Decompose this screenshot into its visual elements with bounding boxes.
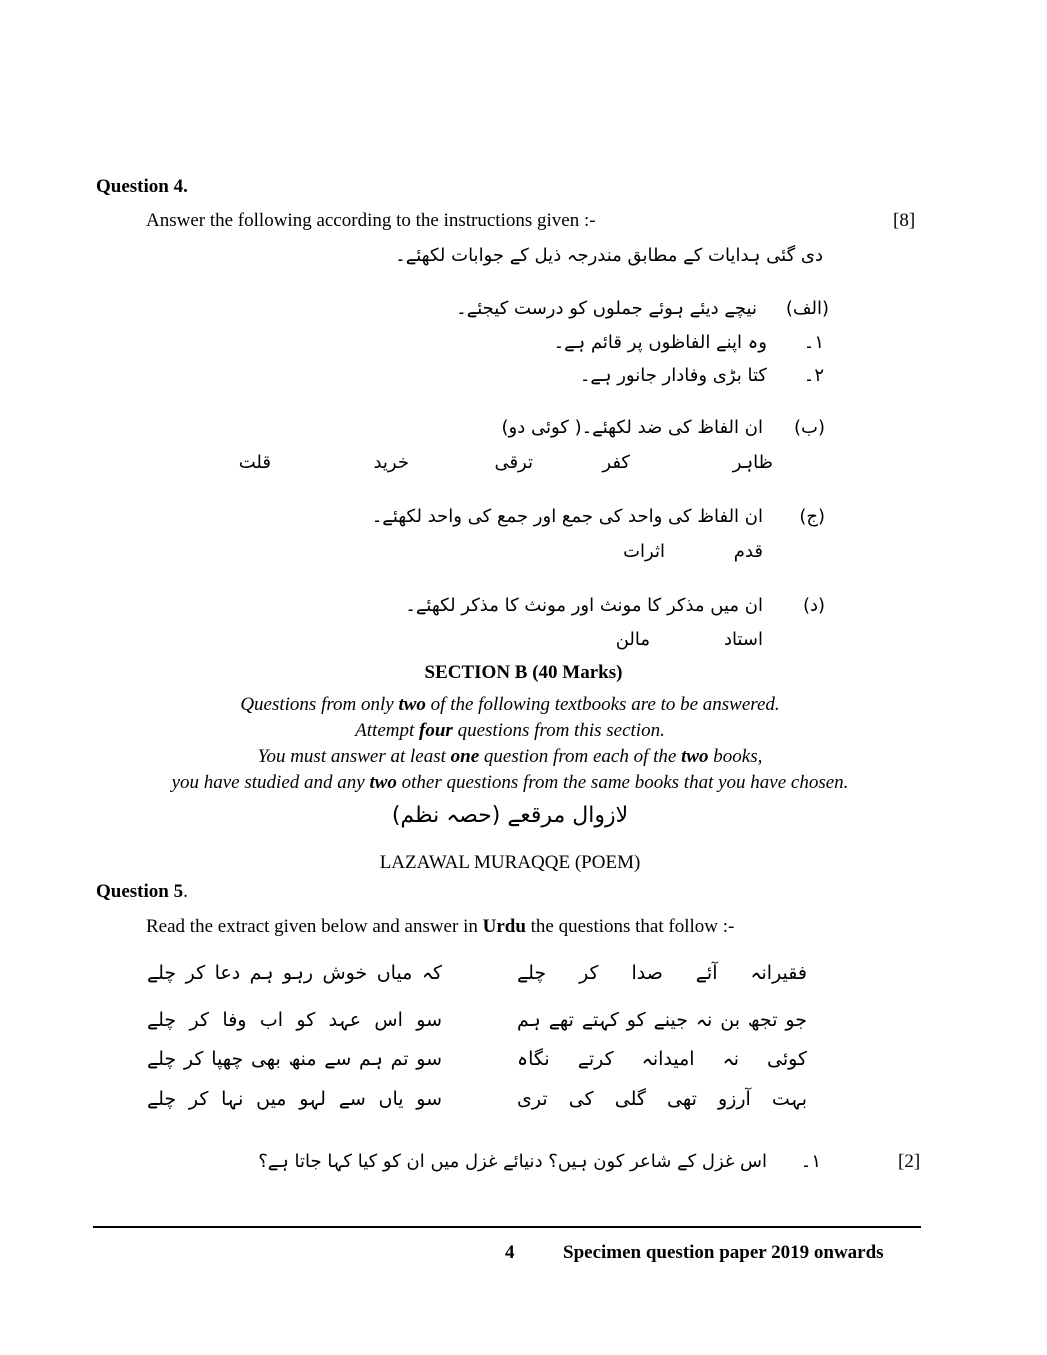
question-5-title: Question 5. — [96, 881, 188, 902]
part-a-label: (الف) — [785, 298, 829, 319]
part-b-word-5: قلت — [238, 452, 271, 473]
section-b-instruction-1: Questions from only two of the following textbooks are to be answered. — [240, 694, 780, 715]
question-4-marks: [8] — [893, 210, 916, 231]
part-c-word-1: قدم — [733, 541, 763, 562]
question-4-title: Question 4. — [96, 176, 188, 197]
part-b-word-2: کفر — [602, 452, 630, 473]
verse-2-second: سو اس عہد کو اب وفا کر چلے — [147, 1009, 442, 1031]
verse-4-second: سو یاں سے لہو میں نہا کر چلے — [147, 1088, 442, 1110]
question-5-instruction: Read the extract given below and answer in Urdu the questions that follow :- — [146, 916, 735, 937]
part-c-text: ان الفاظ کی واحد کی جمع اور جمع کی واحد لکھئے۔ — [371, 506, 763, 527]
part-a-item-2-number: ۲۔ — [803, 365, 824, 386]
part-a-item-2-text: کتا بڑی وفادار جانور ہے۔ — [579, 365, 767, 386]
part-b-word-4: خرید — [373, 452, 409, 473]
part-c-label: (ج) — [799, 506, 825, 527]
part-a-item-1-text: وہ اپنے الفاظوں پر قائم ہے۔ — [553, 332, 767, 353]
part-d-label: (د) — [802, 595, 825, 616]
part-b-text: ان الفاظ کی ضد لکھئے۔( کوئی دو) — [501, 417, 763, 438]
question-5-sub-1-marks: [2] — [898, 1151, 921, 1172]
verse-1-second: کہ میاں خوش رہو ہم دعا کر چلے — [147, 962, 442, 984]
section-b-instruction-3: You must answer at least one question from each of the two books, — [257, 746, 763, 767]
section-b-title: SECTION B (40 Marks) — [424, 662, 623, 683]
question-4-urdu-instruction: دی گئی ہدایات کے مطابق مندرجہ ذیل کے جوابات لکھئے۔ — [395, 245, 823, 266]
question-4-instruction: Answer the following according to the instructions given :- — [146, 210, 596, 231]
verse-3-first: کوئی نہ امیدانہ کرتے نگاہ — [517, 1048, 807, 1070]
question-5-sub-1-number: ۱۔ — [800, 1151, 821, 1172]
part-b-word-1: ظاہر — [732, 452, 773, 473]
verse-1-first: فقیرانہ آئے صدا کر چلے — [517, 962, 807, 984]
section-b-instruction-2: Attempt four questions from this section. — [355, 720, 665, 741]
verse-3-second: سو تم ہم سے منھ بھی چھپا کر چلے — [147, 1048, 442, 1070]
part-b-word-3: ترقی — [494, 452, 533, 473]
section-b-instruction-4: you have studied and any two other questions from the same books that you have chosen. — [171, 772, 849, 793]
part-d-word-2: مالن — [615, 629, 650, 650]
footer-text: Specimen question paper 2019 onwards — [563, 1242, 884, 1263]
part-c-word-2: اثرات — [623, 541, 665, 562]
part-d-text: ان میں مذکر کا مونث اور مونث کا مذکر لکھئے۔ — [405, 595, 763, 616]
part-d-word-1: استاد — [723, 629, 763, 650]
poem-title-urdu: لازوال مرقعے (حصہ نظم) — [391, 803, 629, 828]
verse-2-first: جو تجھ بن نہ جینے کو کہتے تھے ہم — [517, 1009, 807, 1031]
question-5-sub-1-text: اس غزل کے شاعر کون ہیں؟ دنیائے غزل میں ان کو کیا کہا جاتا ہے؟ — [258, 1151, 767, 1172]
part-a-text: نیچے دیئے ہوئے جملوں کو درست کیجئے۔ — [456, 298, 757, 319]
verse-4-first: بہت آرزو تھی گلی کی تری — [517, 1088, 807, 1110]
page-number: 4 — [505, 1242, 515, 1263]
poem-title-english: LAZAWAL MURAQQE (POEM) — [379, 852, 641, 873]
part-b-label: (ب) — [794, 417, 825, 438]
part-a-item-1-number: ۱۔ — [803, 332, 824, 353]
footer-divider — [93, 1226, 921, 1228]
